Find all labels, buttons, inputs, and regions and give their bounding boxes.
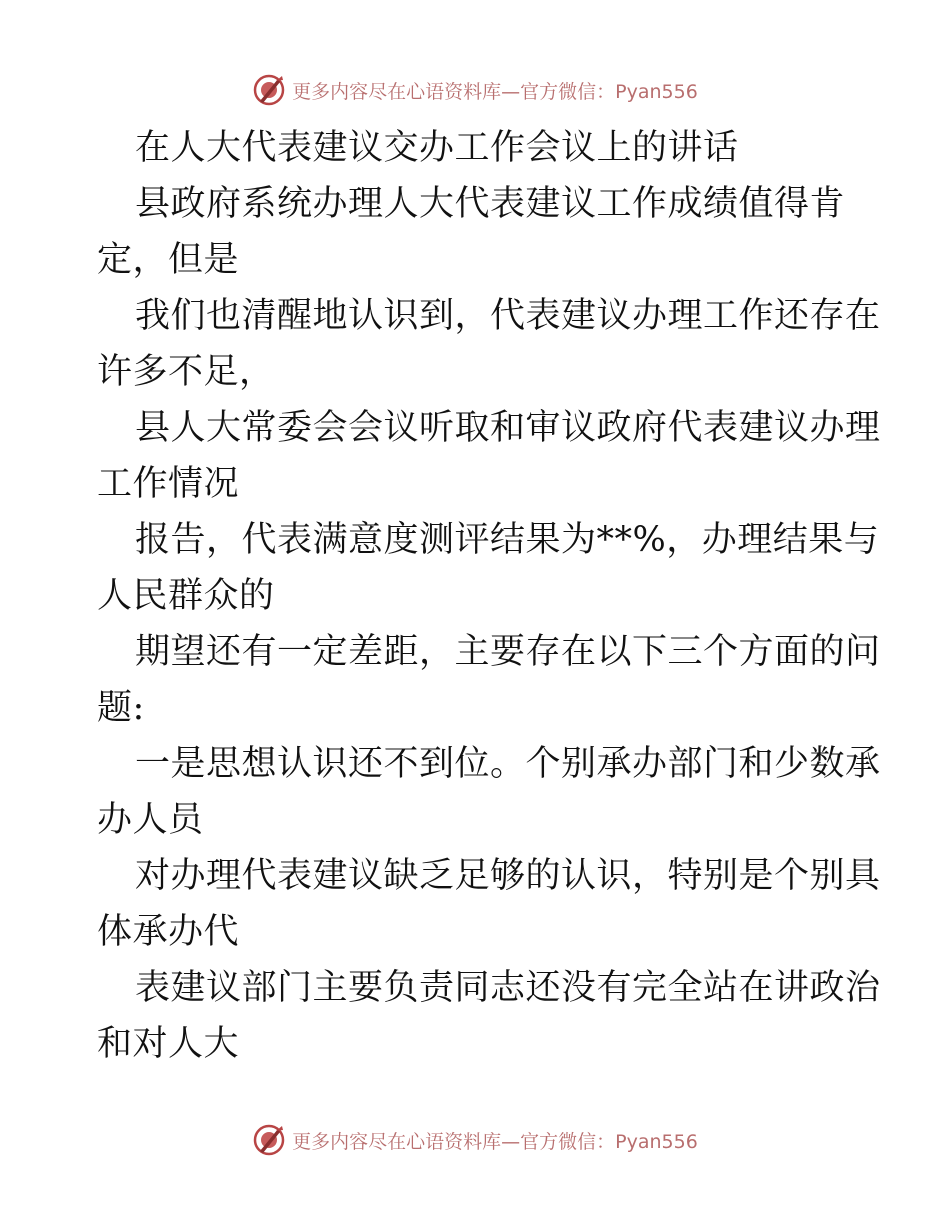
document-body	[97, 120, 881, 1072]
text-line: 县政府系统办理人大代表建议工作成绩值得肯	[135, 184, 846, 224]
text-line: 一是思想认识还不到位。个别承办部门和少数承	[135, 744, 881, 784]
footer-banner-text: 更多内容尽在心语资料库—官方微信：Pyan556	[292, 1130, 698, 1153]
header-banner	[0, 70, 950, 110]
text-line: 表建议部门主要负责同志还没有完全站在讲政治	[135, 968, 881, 1008]
text-line: 题:	[97, 688, 145, 728]
text-line: 工作情况	[97, 464, 240, 504]
text-line: 在人大代表建议交办工作会议上的讲话	[135, 128, 739, 168]
text-line: 我们也清醒地认识到，代表建议办理工作还存在	[135, 296, 881, 336]
quill-seal-logo-icon	[252, 1123, 286, 1157]
text-line: 县人大常委会会议听取和审议政府代表建议办理	[135, 408, 881, 448]
text-line: 办人员	[97, 800, 204, 840]
footer-banner	[0, 1120, 950, 1160]
text-line: 和对人大	[97, 1024, 240, 1064]
text-line: 定，但是	[97, 240, 240, 280]
text-line: 体承办代	[97, 912, 240, 952]
text-line: 报告，代表满意度测评结果为**%，办理结果与	[135, 520, 880, 560]
text-line: 许多不足，	[97, 352, 275, 392]
quill-seal-logo-icon	[252, 73, 286, 107]
text-line: 期望还有一定差距，主要存在以下三个方面的问	[135, 632, 881, 672]
header-banner-text: 更多内容尽在心语资料库—官方微信：Pyan556	[292, 80, 698, 103]
text-line: 人民群众的	[97, 576, 275, 616]
text-line: 对办理代表建议缺乏足够的认识，特别是个别具	[135, 856, 881, 896]
